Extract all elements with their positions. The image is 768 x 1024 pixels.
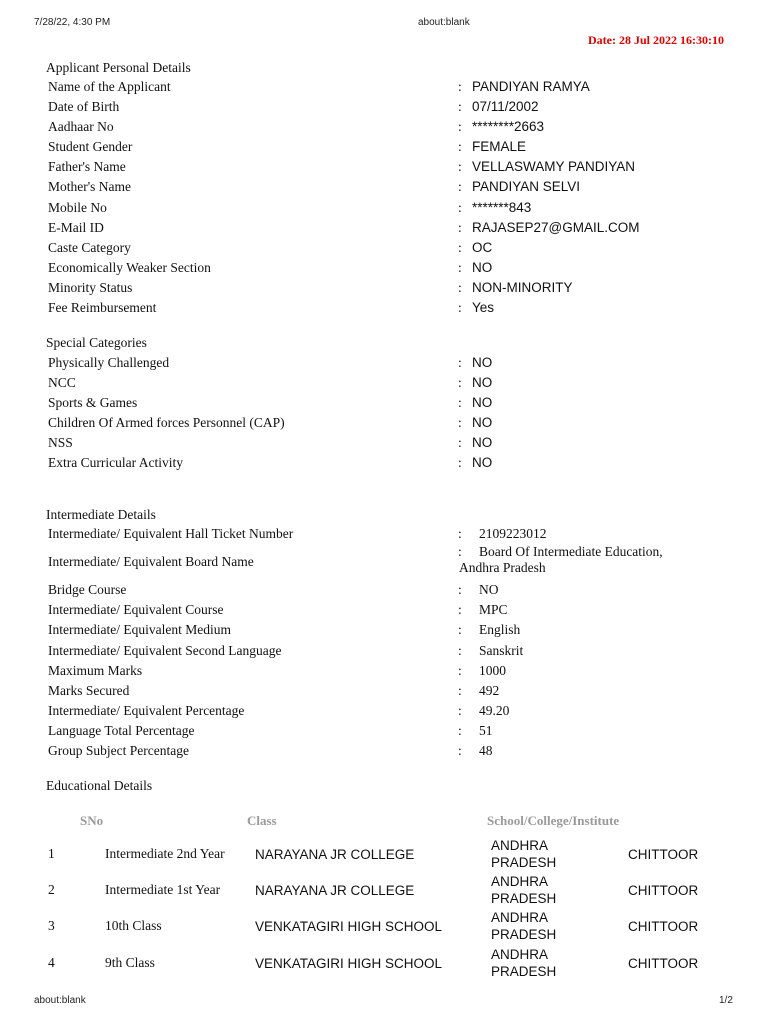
detail-row: Father's Name : VELLASWAMY PANDIYAN — [48, 157, 738, 177]
detail-row: E-Mail ID : RAJASEP27@GMAIL.COM — [48, 218, 738, 238]
detail-value: NO — [472, 375, 493, 390]
cell-school: VENKATAGIRI HIGH SCHOOL — [255, 918, 443, 934]
detail-label: Fee Reimbursement — [48, 300, 157, 315]
detail-value: NO — [472, 355, 493, 370]
print-footer-url: about:blank — [34, 995, 86, 1006]
detail-value: 1000 — [479, 663, 506, 678]
detail-row: NCC : NO — [48, 373, 738, 393]
detail-value: Sanskrit — [479, 643, 524, 658]
detail-value: PANDIYAN RAMYA — [472, 79, 590, 94]
detail-label: Language Total Percentage — [48, 723, 195, 738]
cell-sno: 2 — [48, 882, 55, 897]
print-page-title: about:blank — [418, 17, 470, 28]
detail-label: Aadhaar No — [48, 119, 114, 134]
detail-label: Group Subject Percentage — [48, 743, 189, 758]
cell-district: CHITTOOR — [628, 846, 699, 862]
detail-value: NO — [472, 455, 493, 470]
date-stamp: Date: 28 Jul 2022 16:30:10 — [588, 33, 724, 47]
cell-school: NARAYANA JR COLLEGE — [255, 846, 415, 862]
cell-district: CHITTOOR — [628, 882, 699, 898]
table-row — [0, 872, 768, 908]
print-page-number: 1/2 — [719, 995, 733, 1006]
cell-school: NARAYANA JR COLLEGE — [255, 882, 415, 898]
cell-sno: 1 — [48, 846, 55, 861]
detail-value: MPC — [479, 602, 508, 617]
column-header-class: Class — [247, 813, 277, 828]
detail-label: Maximum Marks — [48, 663, 143, 678]
detail-value: RAJASEP27@GMAIL.COM — [472, 220, 640, 235]
detail-row: Extra Curricular Activity : NO — [48, 453, 738, 473]
detail-value: *******843 — [472, 200, 532, 215]
detail-label: Intermediate/ Equivalent Second Language — [48, 643, 282, 658]
detail-label: Bridge Course — [48, 582, 127, 597]
detail-label: Economically Weaker Section — [48, 260, 211, 275]
detail-label: Intermediate/ Equivalent Hall Ticket Number — [48, 526, 294, 541]
detail-value: PANDIYAN SELVI — [472, 179, 581, 194]
detail-row: Caste Category : OC — [48, 238, 738, 258]
cell-sno: 3 — [48, 918, 55, 933]
educational-details-heading: Educational Details — [46, 778, 153, 793]
table-row — [0, 945, 768, 981]
print-timestamp: 7/28/22, 4:30 PM — [34, 17, 111, 28]
detail-row: NSS : NO — [48, 433, 738, 453]
detail-label: Children Of Armed forces Personnel (CAP) — [48, 415, 285, 430]
detail-label: Physically Challenged — [48, 355, 170, 370]
detail-value: OC — [472, 240, 493, 255]
detail-label: E-Mail ID — [48, 220, 104, 235]
detail-label: Mother's Name — [48, 179, 132, 194]
detail-label: Student Gender — [48, 139, 133, 154]
detail-value: VELLASWAMY PANDIYAN — [472, 159, 636, 174]
cell-school: VENKATAGIRI HIGH SCHOOL — [255, 955, 443, 971]
detail-label: Caste Category — [48, 240, 131, 255]
cell-class: Intermediate 1st Year — [105, 882, 221, 897]
detail-row: Sports & Games : NO — [48, 393, 738, 413]
cell-state: ANDHRA PRADESH — [491, 838, 557, 870]
detail-value: English — [479, 622, 521, 637]
cell-class: 9th Class — [105, 955, 155, 970]
table-row — [0, 908, 768, 944]
detail-value: NO — [472, 415, 493, 430]
detail-row: Minority Status : NON-MINORITY — [48, 278, 738, 298]
detail-row: Mother's Name : PANDIYAN SELVI — [48, 177, 738, 197]
detail-label: Intermediate/ Equivalent Board Name — [48, 554, 254, 569]
cell-class: 10th Class — [105, 918, 162, 933]
cell-district: CHITTOOR — [628, 955, 699, 971]
detail-value: NO — [472, 260, 493, 275]
detail-label: Father's Name — [48, 159, 126, 174]
detail-row: Aadhaar No : ********2663 — [48, 117, 738, 137]
detail-label: NCC — [48, 375, 76, 390]
detail-label: Intermediate/ Equivalent Medium — [48, 622, 231, 637]
cell-sno: 4 — [48, 955, 55, 970]
detail-row: Children Of Armed forces Personnel (CAP) : NO — [48, 413, 738, 433]
detail-value: 51 — [479, 723, 493, 738]
detail-label: Mobile No — [48, 200, 107, 215]
detail-value: 49.20 — [479, 703, 510, 718]
special-categories-heading: Special Categories — [46, 335, 147, 350]
detail-value: NON-MINORITY — [472, 280, 573, 295]
column-header-sno: SNo — [80, 813, 104, 828]
detail-value: FEMALE — [472, 139, 527, 154]
detail-row: Physically Challenged : NO — [48, 353, 738, 373]
detail-value: ********2663 — [472, 119, 545, 134]
detail-label: Extra Curricular Activity — [48, 455, 183, 470]
detail-label: Intermediate/ Equivalent Percentage — [48, 703, 245, 718]
detail-value: Board Of Intermediate Education, Andhra Pradesh — [459, 544, 663, 575]
detail-value: 2109223012 — [479, 526, 547, 541]
cell-state: ANDHRA PRADESH — [491, 910, 557, 942]
detail-value: NO — [472, 395, 493, 410]
detail-value: 48 — [479, 743, 493, 758]
detail-label: Minority Status — [48, 280, 133, 295]
detail-value: 492 — [479, 683, 500, 698]
cell-state: ANDHRA PRADESH — [491, 874, 557, 906]
personal-details-heading: Applicant Personal Details — [46, 60, 191, 75]
detail-row: Name of the Applicant : PANDIYAN RAMYA — [48, 77, 738, 97]
detail-label: NSS — [48, 435, 73, 450]
detail-row: Fee Reimbursement : Yes — [48, 298, 738, 318]
cell-district: CHITTOOR — [628, 918, 699, 934]
column-header-school: School/College/Institute — [487, 813, 620, 828]
detail-row: Economically Weaker Section : NO — [48, 258, 738, 278]
table-row — [0, 836, 768, 872]
detail-value: 07/11/2002 — [472, 99, 539, 114]
detail-row: Mobile No : *******843 — [48, 198, 738, 218]
detail-label: Marks Secured — [48, 683, 130, 698]
detail-row: Date of Birth : 07/11/2002 — [48, 97, 738, 117]
intermediate-details-heading: Intermediate Details — [46, 507, 156, 522]
detail-value: NO — [472, 435, 493, 450]
detail-value: Yes — [472, 300, 495, 315]
detail-value: NO — [479, 582, 499, 597]
cell-state: ANDHRA PRADESH — [491, 947, 557, 979]
detail-row: Student Gender : FEMALE — [48, 137, 738, 157]
detail-label: Sports & Games — [48, 395, 138, 410]
cell-class: Intermediate 2nd Year — [105, 846, 225, 861]
detail-label: Intermediate/ Equivalent Course — [48, 602, 224, 617]
detail-label: Name of the Applicant — [48, 79, 171, 94]
detail-label: Date of Birth — [48, 99, 120, 114]
